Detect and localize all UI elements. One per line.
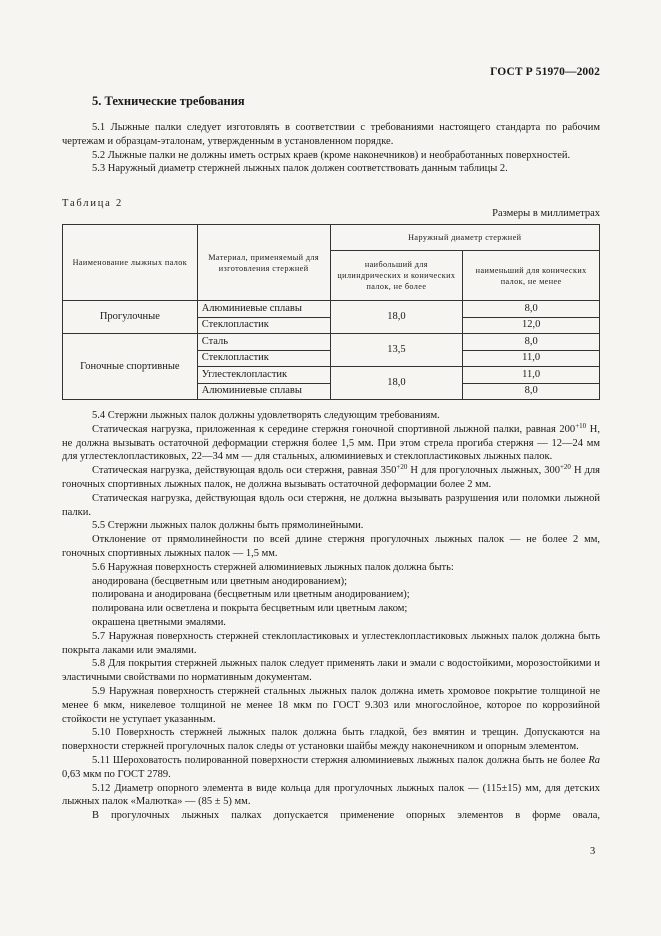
- paragraph-5-12-oval: В прогулочных лыжных палках допускается применение опорных элементов в форме овала,: [92, 810, 600, 822]
- list-item: анодирована (бесцветным или цветным анодированием);: [92, 575, 347, 587]
- list-item: окрашена цветными эмалями.: [92, 616, 226, 628]
- page-number: 3: [590, 846, 596, 857]
- cell-material: Сталь: [197, 334, 330, 351]
- text-run: Н для прогулочных лыжных, 300: [407, 465, 560, 477]
- paragraph-5-4: 5.4 Стержни лыжных палок должны удовлетворять следующим требованиям.: [92, 410, 440, 421]
- header-name: Наименование лыжных палок: [63, 225, 198, 301]
- tolerance-sup: +10: [575, 421, 587, 430]
- cell-min: 8,0: [463, 383, 600, 400]
- cell-max: 18,0: [330, 301, 463, 334]
- paragraph-5-3: 5.3 Наружный диаметр стержней лыжных палок должен соответствовать данным таблицы 2.: [92, 163, 508, 175]
- text-run: Н для гоночных спортивных лыжных палок, не должна вызывать остаточной деформации более 2 мм.: [62, 465, 601, 490]
- header-material: Материал, применяемый для изготовления стержней: [197, 225, 330, 301]
- paragraph-5-9: 5.9 Наружная поверхность стержней стальных лыжных палок должна иметь хромовое покрытие толщиной не менее 6 мкм, никелевое толщиной не менее 18 мкм по ГОСТ 9.303 или многослойное, которое по коррозийной стойкости не уступает указанным.: [62, 685, 600, 725]
- text-run: 5.11 Шероховатость полированной поверхности стержня алюминиевых лыжных палок должна быть не более: [92, 754, 589, 766]
- cell-min: 11,0: [463, 367, 600, 384]
- text-run: Н, не должна вызывать остаточной деформации стержня более 1,5 мм. При этом стрела прогиба стержня — 12—24 мм для углестеклопластиковых, 22—34 мм — для стальных, алюминиевых и стеклопластиковых лыжных палок.: [62, 423, 600, 463]
- paragraph-5-4-bending: [62, 423, 600, 464]
- table-caption: Таблица 2: [62, 198, 124, 209]
- header-max: наибольший для цилиндрических и конических палок, не более: [330, 251, 463, 301]
- paragraph-5-4-axial: [62, 464, 600, 492]
- tolerance-sup: +20: [396, 463, 408, 472]
- paragraph-5-6: 5.6 Наружная поверхность стержней алюминиевых лыжных палок должна быть:: [92, 561, 454, 573]
- document-id: ГОСТ Р 51970—2002: [490, 66, 600, 78]
- table-header-row: [63, 225, 600, 251]
- requirements-body: [62, 409, 600, 823]
- cell-min: 11,0: [463, 350, 600, 367]
- table-row: [63, 301, 600, 318]
- paragraph-5-2: 5.2 Лыжные палки не должны иметь острых краев (кроме наконечников) и необработанных поверхностей.: [92, 149, 571, 161]
- table-units: Размеры в миллиметрах: [492, 208, 600, 219]
- cell-min: 8,0: [463, 301, 600, 318]
- diameter-table: [62, 224, 600, 400]
- table-row: [63, 334, 600, 351]
- header-min: наименьший для конических палок, не менее: [463, 251, 600, 301]
- list-item: полирована или осветлена и покрыта бесцветным или цветным лаком;: [92, 603, 408, 615]
- paragraph-5-4-break: Статическая нагрузка, действующая вдоль оси стержня, не должна вызывать разрушения или поломки лыжной палки.: [62, 492, 600, 518]
- paragraph-5-7: 5.7 Наружная поверхность стержней стеклопластиковых и углестеклопластиковых лыжных палок должна быть покрыта лаками или эмалями.: [62, 630, 600, 656]
- group-walking: Прогулочные: [63, 301, 198, 334]
- tolerance-sup: +20: [559, 463, 571, 472]
- paragraph-5-5: 5.5 Стержни лыжных палок должны быть прямолинейными.: [92, 520, 364, 532]
- cell-material: Алюминиевые сплавы: [197, 383, 330, 400]
- list-item: полирована и анодирована (бесцветным или цветным анодированием);: [92, 589, 410, 601]
- paragraph-5-5-deviation: Отклонение от прямолинейности по всей длине стержня прогулочных лыжных палок — не более 2 мм, гоночных спортивных лыжных палок — 1,5 мм.: [62, 534, 600, 559]
- cell-material: Стеклопластик: [197, 350, 330, 367]
- intro-paragraphs: [62, 121, 600, 176]
- cell-min: 8,0: [463, 334, 600, 351]
- cell-min: 12,0: [463, 317, 600, 334]
- paragraph-5-11: [62, 754, 600, 782]
- text-run: 0,63 мкм по ГОСТ 2789.: [62, 768, 171, 780]
- header-diameter: Наружный диаметр стержней: [330, 225, 599, 251]
- paragraph-5-8: 5.8 Для покрытия стержней лыжных палок следует применять лаки и эмали с водостойкими, морозостойкими и эластичными свойствами по нормативным документам.: [62, 658, 600, 684]
- cell-material: Алюминиевые сплавы: [197, 301, 330, 318]
- cell-max: 13,5: [330, 334, 463, 367]
- paragraph-5-12: 5.12 Диаметр опорного элемента в виде кольца для прогулочных лыжных палок — (115±15) мм, для детских лыжных палок «Малютка» — (85 ± 5) мм.: [62, 782, 600, 808]
- paragraph-5-10: 5.10 Поверхность стержней лыжных палок должна быть гладкой, без вмятин и трещин. Допускаются на поверхности стержней прогулочных палок следы от установки шайбы между наконечником и опорным элементом.: [62, 727, 600, 753]
- text-run: Статическая нагрузка, действующая вдоль оси стержня, равная 350: [92, 465, 397, 477]
- text-run: Статическая нагрузка, приложенная к середине стержня гоночной спортивной лыжной палки, равная 200: [92, 423, 576, 435]
- cell-material: Стеклопластик: [197, 317, 330, 334]
- roughness-symbol: Ra: [588, 754, 600, 766]
- cell-material: Углестеклопластик: [197, 367, 330, 384]
- group-racing: Гоночные спортивные: [63, 334, 198, 400]
- paragraph-5-1: 5.1 Лыжные палки следует изготовлять в соответствии с требованиями настоящего стандарта по рабочим чертежам и образцам-эталонам, утвержденным в установленном порядке.: [62, 122, 600, 147]
- cell-max: 18,0: [330, 367, 463, 400]
- section-title: 5. Технические требования: [92, 94, 245, 108]
